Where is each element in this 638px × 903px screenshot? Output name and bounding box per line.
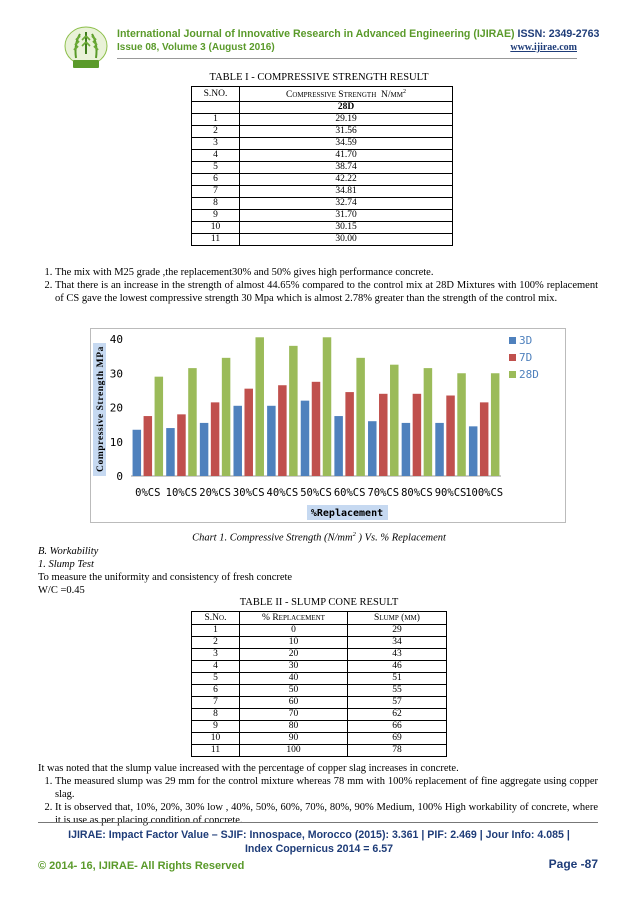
table1-cell-sno: 1 xyxy=(192,114,240,126)
y-tick-label: 0 xyxy=(116,470,123,483)
bar-3D-50%CS xyxy=(301,401,310,476)
table2-cell-sno: 10 xyxy=(192,733,240,745)
bar-3D-20%CS xyxy=(200,423,209,476)
footer-impact-line: IJIRAE: Impact Factor Value – SJIF: Innospace, Morocco (2015): 3.361 | PIF: 2.469 | Jour Info: 4.085 | xyxy=(68,829,570,841)
table-row xyxy=(192,222,453,234)
bar-28D-40%CS xyxy=(289,346,298,476)
legend-label: 3D xyxy=(519,334,533,347)
bar-7D-10%CS xyxy=(177,414,186,476)
legend-label: 7D xyxy=(519,351,533,364)
section-subheading: 1. Slump Test xyxy=(38,559,94,570)
y-tick-label: 40 xyxy=(109,333,123,346)
table-row xyxy=(192,198,453,210)
header-rule xyxy=(117,58,577,59)
table1-cell-value: 41.70 xyxy=(240,150,453,162)
table1-cell-value: 30.15 xyxy=(240,222,453,234)
table1-cell-value: 42.22 xyxy=(240,174,453,186)
bar-3D-90%CS xyxy=(435,423,444,476)
table2-header-slump: Slump (mm) xyxy=(348,612,447,625)
bar-3D-30%CS xyxy=(233,406,242,476)
table1-cell-value: 38.74 xyxy=(240,162,453,174)
table1-cell-sno: 8 xyxy=(192,198,240,210)
table1-cell-value: 30.00 xyxy=(240,234,453,246)
table2-cell-slump: 55 xyxy=(348,685,447,697)
table2-cell-sno: 2 xyxy=(192,637,240,649)
table2-cell-sno: 6 xyxy=(192,685,240,697)
list-item: 2. That there is an increase in the strength of almost 44.65% compared to the control mix at 28D Mixtures with 100% replacement of CS gave the lowest compressive strength 30 Mpa which is almost 2.78% greater than the strength of the control mix. xyxy=(55,279,598,305)
table1-cell-sno: 9 xyxy=(192,210,240,222)
table-row xyxy=(192,685,447,697)
table1-cell-sno: 2 xyxy=(192,126,240,138)
section-line2: W/C =0.45 xyxy=(38,585,85,596)
table-row xyxy=(192,150,453,162)
table-row xyxy=(192,637,447,649)
bar-3D-80%CS xyxy=(402,423,411,476)
table-row xyxy=(192,138,453,150)
table2-cell-sno: 4 xyxy=(192,661,240,673)
list-item: 1. The mix with M25 grade ,the replacement30% and 50% gives high performance concrete. xyxy=(55,266,598,279)
table2-cell-slump: 43 xyxy=(348,649,447,661)
table2-cell-repl: 60 xyxy=(240,697,348,709)
table1-cell-value: 31.56 xyxy=(240,126,453,138)
table-row xyxy=(192,709,447,721)
bar-3D-70%CS xyxy=(368,421,377,476)
table2-cell-sno: 7 xyxy=(192,697,240,709)
table1-caption: TABLE I - COMPRESSIVE STRENGTH RESULT xyxy=(209,72,429,83)
table-row xyxy=(192,162,453,174)
chart-svg xyxy=(91,329,567,524)
results-points xyxy=(38,266,598,305)
table1-cell-sno: 3 xyxy=(192,138,240,150)
table-row xyxy=(192,697,447,709)
table1-cell-value: 34.59 xyxy=(240,138,453,150)
table2-cell-repl: 20 xyxy=(240,649,348,661)
table1-cell-value: 34.81 xyxy=(240,186,453,198)
bar-7D-100%CS xyxy=(480,402,489,476)
table2-header-replacement: % Replacement xyxy=(240,612,348,625)
slump-note: It was noted that the slump value increased with the percentage of copper slag increases in concrete. xyxy=(38,763,459,774)
y-tick-label: 30 xyxy=(109,367,123,381)
legend-swatch-28D xyxy=(509,371,516,378)
compressive-strength-table xyxy=(191,86,453,246)
table1-cell-sno: 7 xyxy=(192,186,240,198)
x-tick-label: 50%CS xyxy=(300,487,332,499)
bar-7D-50%CS xyxy=(312,382,321,476)
table2-cell-sno: 5 xyxy=(192,673,240,685)
table-row xyxy=(192,210,453,222)
table2-header-sno: S.No. xyxy=(192,612,240,625)
bar-3D-40%CS xyxy=(267,406,276,476)
table-row xyxy=(192,126,453,138)
table-row xyxy=(192,661,447,673)
copyright-notice: © 2014- 16, IJIRAE- All Rights Reserved xyxy=(38,860,245,872)
journal-header xyxy=(62,22,600,72)
bar-28D-30%CS xyxy=(255,337,264,476)
table-row xyxy=(192,733,447,745)
bar-28D-20%CS xyxy=(222,358,231,476)
table2-cell-slump: 57 xyxy=(348,697,447,709)
bar-3D-10%CS xyxy=(166,428,175,476)
bar-7D-0%CS xyxy=(144,416,153,476)
journal-issue: Issue 08, Volume 3 (August 2016) xyxy=(117,42,275,53)
table2-cell-sno: 11 xyxy=(192,745,240,757)
y-tick-label: 10 xyxy=(109,435,123,449)
table-row xyxy=(192,186,453,198)
bar-28D-10%CS xyxy=(188,368,197,476)
table1-header-sno: S.NO. xyxy=(192,87,240,102)
x-tick-label: 30%CS xyxy=(232,487,265,499)
x-tick-label: 70%CS xyxy=(367,487,400,499)
table-row xyxy=(192,745,447,757)
y-tick-label: 20 xyxy=(109,401,123,415)
x-tick-label: 100%CS xyxy=(465,487,504,499)
table-row xyxy=(192,174,453,186)
table1-cell-value: 31.70 xyxy=(240,210,453,222)
table2-cell-sno: 9 xyxy=(192,721,240,733)
legend-swatch-3D xyxy=(509,337,516,344)
x-tick-label: 40%CS xyxy=(266,487,299,499)
table2-cell-repl: 90 xyxy=(240,733,348,745)
bar-3D-100%CS xyxy=(469,426,478,476)
footer-index-line: Index Copernicus 2014 = 6.57 xyxy=(244,843,394,855)
table1-cell-sno: 5 xyxy=(192,162,240,174)
table1-cell-sno: 10 xyxy=(192,222,240,234)
bar-3D-0%CS xyxy=(133,430,142,476)
bar-28D-60%CS xyxy=(356,358,365,476)
table-row xyxy=(192,673,447,685)
list-item: 2. It is observed that, 10%, 20%, 30% low , 40%, 50%, 60%, 70%, 80%, 90% Medium, 100% High workability of concrete, where it is use as per placing condition of concrete. xyxy=(55,801,598,827)
table2-cell-repl: 0 xyxy=(240,625,348,637)
table1-header-strength: Compressive Strength $N/mm^2$ xyxy=(240,87,453,102)
journal-logo-icon xyxy=(62,24,110,72)
bar-28D-80%CS xyxy=(424,368,433,476)
table2-cell-slump: 62 xyxy=(348,709,447,721)
table2-cell-slump: 66 xyxy=(348,721,447,733)
bar-7D-30%CS xyxy=(244,389,253,476)
x-tick-label: 10%CS xyxy=(165,487,198,499)
table2-cell-repl: 30 xyxy=(240,661,348,673)
legend-swatch-7D xyxy=(509,354,516,361)
table2-cell-slump: 69 xyxy=(348,733,447,745)
bar-28D-70%CS xyxy=(390,365,399,476)
table2-cell-slump: 46 xyxy=(348,661,447,673)
table-row xyxy=(192,721,447,733)
table1-cell-value: 29.19 xyxy=(240,114,453,126)
legend-label: 28D xyxy=(519,368,539,381)
slump-points xyxy=(38,775,598,827)
table2-caption: TABLE II - SLUMP CONE RESULT xyxy=(239,597,399,608)
bar-28D-50%CS xyxy=(323,337,332,476)
table-row xyxy=(192,625,447,637)
table2-cell-sno: 1 xyxy=(192,625,240,637)
journal-issn: ISSN: 2349-2763 xyxy=(517,28,600,40)
table2-cell-repl: 50 xyxy=(240,685,348,697)
table1-cell-sno: 4 xyxy=(192,150,240,162)
bar-7D-90%CS xyxy=(446,396,455,476)
compressive-strength-chart xyxy=(90,328,566,523)
table2-cell-slump: 78 xyxy=(348,745,447,757)
table1-cell-sno: 6 xyxy=(192,174,240,186)
footer-rule xyxy=(38,822,598,823)
section-heading: B. Workability xyxy=(38,546,99,557)
bar-7D-80%CS xyxy=(413,394,422,476)
table2-cell-sno: 8 xyxy=(192,709,240,721)
bar-7D-60%CS xyxy=(345,392,354,476)
table1-header-empty xyxy=(192,102,240,114)
bar-7D-40%CS xyxy=(278,385,287,476)
x-tick-label: 80%CS xyxy=(401,487,433,499)
list-item: 1. The measured slump was 29 mm for the control mixture whereas 78 mm with 100% replacement of fine aggregate using copper slag. xyxy=(55,775,598,801)
section-line1: To measure the uniformity and consistency of fresh concrete xyxy=(38,572,293,583)
bar-28D-100%CS xyxy=(491,373,500,476)
bar-3D-60%CS xyxy=(334,416,343,476)
table2-cell-repl: 40 xyxy=(240,673,348,685)
x-tick-label: 90%CS xyxy=(434,487,467,499)
table1-cell-sno: 11 xyxy=(192,234,240,246)
table2-cell-slump: 51 xyxy=(348,673,447,685)
table2-cell-repl: 80 xyxy=(240,721,348,733)
page-number: Page -87 xyxy=(548,857,598,871)
table-row xyxy=(192,234,453,246)
bar-28D-90%CS xyxy=(457,373,466,476)
bar-28D-0%CS xyxy=(155,377,164,476)
table2-cell-slump: 29 xyxy=(348,625,447,637)
journal-issue-line xyxy=(117,42,577,53)
y-axis-label: Compressive Strength MPa xyxy=(96,346,106,472)
chart-caption: Chart 1. Compressive Strength ($N/mm^2$ ) Vs. % Replacement xyxy=(192,531,446,544)
table2-cell-repl: 70 xyxy=(240,709,348,721)
journal-title: International Journal of Innovative Research in Advanced Engineering (IJIRAE) ISSN: 2349-2763 xyxy=(117,28,600,40)
slump-cone-table xyxy=(191,611,447,757)
bar-7D-20%CS xyxy=(211,402,220,476)
table-row xyxy=(192,114,453,126)
x-tick-label: 20%CS xyxy=(199,487,231,499)
x-axis-label: %Replacement xyxy=(310,508,384,519)
table1-header-day: 28D xyxy=(240,102,453,114)
table2-cell-repl: 10 xyxy=(240,637,348,649)
table2-cell-sno: 3 xyxy=(192,649,240,661)
journal-url-link[interactable]: www.ijirae.com xyxy=(510,42,577,53)
table-row xyxy=(192,649,447,661)
x-tick-label: 60%CS xyxy=(333,487,366,499)
table2-cell-repl: 100 xyxy=(240,745,348,757)
x-tick-label: 0%CS xyxy=(135,487,161,499)
table2-cell-slump: 34 xyxy=(348,637,447,649)
bar-7D-70%CS xyxy=(379,394,388,476)
table1-cell-value: 32.74 xyxy=(240,198,453,210)
